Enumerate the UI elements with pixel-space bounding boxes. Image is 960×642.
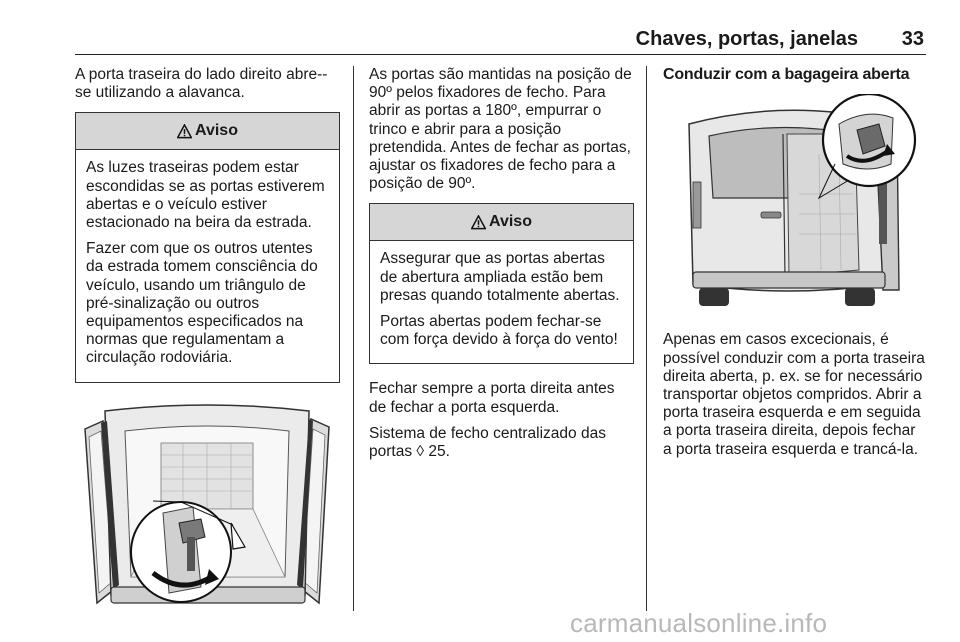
cross-reference-text[interactable]: Sistema de fecho centralizado das portas ◊ 25. — [369, 424, 606, 461]
intro-text: A porta traseira do lado direito abre--se utilizando a alavanca. — [75, 66, 328, 102]
van-interior-illustration — [83, 397, 340, 614]
column-divider — [353, 66, 354, 611]
van-rear-illustration — [679, 94, 928, 317]
warning-text: As luzes traseiras podem estar escondidas se as portas estiverem abertas e o veículo estiver estacionado na beira da estrada. — [86, 159, 325, 232]
page-header — [75, 24, 926, 55]
warning-header — [76, 113, 339, 150]
warning-box — [369, 203, 634, 364]
watermark-text: carmanualsonline.info — [570, 608, 828, 638]
warning-text: Fazer com que os outros utentes da estrada tomem consciência do veículo, usando um triângulo de pré-sinalização ou outros equipamentos especificados na normas que regulamentam a circulação rodoviária. — [86, 240, 318, 367]
warning-text: Assegurar que as portas abertas de abertura ampliada estão bem presas quando totalmente abertas. — [380, 250, 620, 304]
column-middle — [369, 66, 634, 469]
warning-header — [370, 204, 633, 241]
column-right — [663, 66, 928, 467]
section-heading: Conduzir com a bagageira aberta — [663, 66, 910, 83]
body-text: Apenas em casos excecionais, é possível conduzir com a porta traseira direita aberta, p. ex. se for necessário transportar objetos compridos. Abrir a porta traseira esquerda e em seguida a porta traseira direita, depois fechar a porta traseira esquerda e trancá-la. — [663, 331, 925, 458]
warning-title: Aviso — [489, 213, 532, 231]
warning-triangle-icon — [177, 124, 192, 139]
column-left — [75, 66, 340, 614]
warning-text: Portas abertas podem fechar-se com força devido à força do vento! — [380, 313, 618, 349]
body-text: Fechar sempre a porta direita antes de fechar a porta esquerda. — [369, 380, 615, 416]
section-title: Chaves, portas, janelas — [635, 28, 858, 50]
intro-text: As portas são mantidas na posição de 90º pelos fixadores de fecho. Para abrir as portas a 180º, empurrar o trinco e abrir para a posição pretendida. Antes de fechar as portas, ajustar os fixadores de fecho para a posição de 90º. — [369, 66, 632, 193]
warning-box — [75, 112, 340, 382]
warning-triangle-icon — [471, 215, 486, 230]
warning-title: Aviso — [195, 122, 238, 140]
page-number: 33 — [901, 28, 924, 50]
column-divider — [646, 66, 647, 611]
